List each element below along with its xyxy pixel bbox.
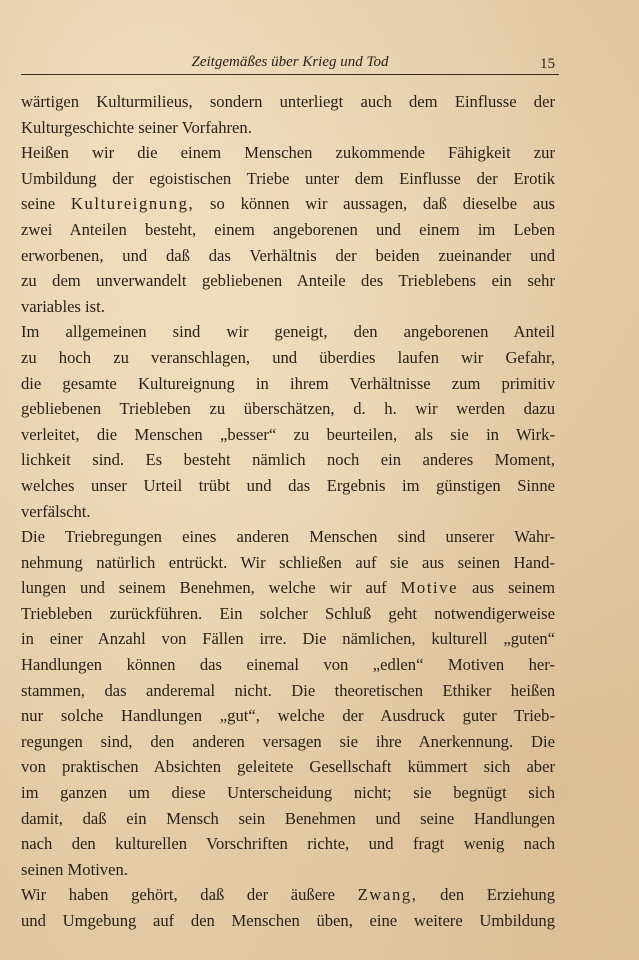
text-line: seinen Motiven. <box>21 859 128 879</box>
text-line: Umbildung der egoistischen Triebe unter dem Einflusse der Erotik <box>21 168 555 188</box>
text-line: zu dem unverwandelt gebliebenen Anteile des Trieblebens ein sehr <box>21 271 555 291</box>
page-header <box>21 52 559 74</box>
text-line: zwei Anteilen besteht, einem angeborenen und einem im Leben <box>21 219 555 239</box>
text-line: zu hoch zu veranschlagen, und überdies laufen wir Gefahr, <box>21 347 555 367</box>
text-line: von praktischen Absichten geleitete Gesellschaft kümmert sich aber <box>21 757 555 777</box>
text-line: nur solche Handlungen „gut“, welche der Ausdruck guter Trieb- <box>21 706 555 726</box>
text-line: verfälscht. <box>21 501 91 521</box>
text-fragment: so können wir aussagen, daß dieselbe aus <box>210 194 555 214</box>
emphasized-term: Motive <box>400 578 459 598</box>
text-fragment: seine <box>21 194 56 214</box>
text-line: regungen sind, den anderen versagen sie ihre Anerkennung. Die <box>21 731 555 751</box>
text-line: nehmung natürlich entrückt. Wir schließen auf sie aus seinen Hand- <box>21 552 555 572</box>
text-line: Handlungen können das einemal von „edlen“ Motiven her- <box>21 655 555 675</box>
text-line: Im allgemeinen sind wir geneigt, den angeborenen Anteil <box>21 322 555 342</box>
text-line: erworbenen, und daß das Verhältnis der beiden zueinander und <box>21 245 555 265</box>
emphasized-term: Zwang, <box>357 885 418 905</box>
text-line: welches unser Urteil trübt und das Ergebnis im günstigen Sinne <box>21 475 555 495</box>
text-line: Kulturgeschichte seiner Vorfahren. <box>21 117 252 137</box>
text-line: in einer Anzahl von Fällen irre. Die nämlichen, kulturell „guten“ <box>21 629 555 649</box>
text-fragment: Wir haben gehört, daß der äußere <box>21 885 335 905</box>
page-number: 15 <box>540 56 555 72</box>
text-fragment: den Erziehung <box>440 885 555 905</box>
text-line <box>21 191 555 217</box>
text-line: damit, daß ein Mensch sein Benehmen und seine Handlungen <box>21 808 555 828</box>
text-line: im ganzen um diese Unterscheidung nicht; sie begnügt sich <box>21 783 555 803</box>
text-line: Die Triebregungen eines anderen Menschen sind unserer Wahr- <box>21 527 555 547</box>
text-line: verleitet, die Menschen „besser“ zu beurteilen, als sie in Wirk- <box>21 424 555 444</box>
body-text <box>21 89 555 934</box>
text-line: nach den kulturellen Vorschriften richte, und fragt wenig nach <box>21 834 555 854</box>
running-title: Zeitgemäßes über Krieg und Tod <box>191 54 389 70</box>
text-line: gebliebenen Triebleben zu überschätzen, d. h. wir werden dazu <box>21 399 555 419</box>
text-line <box>21 882 555 908</box>
header-rule <box>21 74 559 75</box>
text-line <box>21 575 555 601</box>
text-line: Heißen wir die einem Menschen zukommende Fähigkeit zur <box>21 143 555 163</box>
text-line: und Umgebung auf den Menschen üben, eine weitere Umbildung <box>21 911 555 930</box>
text-line: variables ist. <box>21 296 105 316</box>
text-line: die gesamte Kultureignung in ihrem Verhältnisse zum primitiv <box>21 373 555 393</box>
text-line: wärtigen Kulturmilieus, sondern unterliegt auch dem Einflusse der <box>21 92 555 111</box>
text-fragment: aus seinem <box>471 578 555 598</box>
text-line: lichkeit sind. Es besteht nämlich noch ein anderes Moment, <box>21 450 555 470</box>
text-line: stammen, das anderemal nicht. Die theoretischen Ethiker heißen <box>21 680 555 700</box>
emphasized-term: Kultureignung, <box>70 194 195 214</box>
text-fragment: lungen und seinem Benehmen, welche wir auf <box>21 578 387 598</box>
text-line: Triebleben zurückführen. Ein solcher Schluß geht notwendigerweise <box>21 603 555 623</box>
